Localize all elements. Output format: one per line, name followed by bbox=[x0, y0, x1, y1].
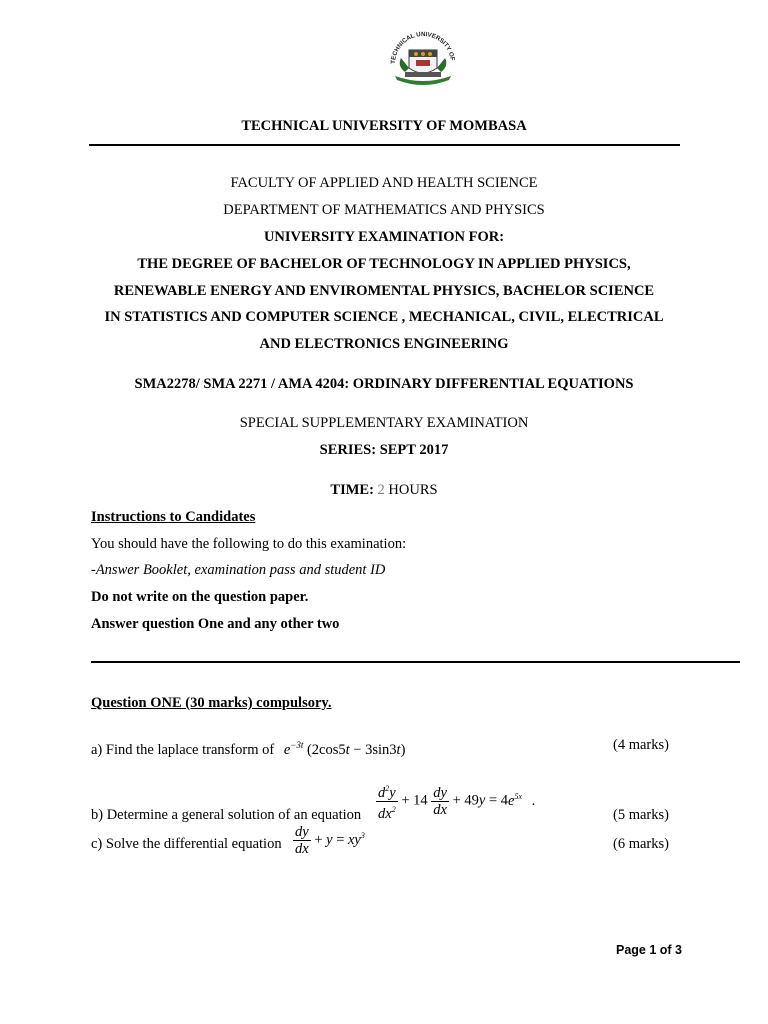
time-unit: HOURS bbox=[388, 482, 438, 498]
faculty-name: FACULTY OF APPLIED AND HEALTH SCIENCE bbox=[230, 175, 538, 191]
university-name: TECHNICAL UNIVERSITY OF MOMBASA bbox=[241, 118, 527, 134]
degree-line-2: RENEWABLE ENERGY AND ENVIROMENTAL PHYSICS, BACHELOR SCIENCE bbox=[113, 283, 655, 299]
exam-for: UNIVERSITY EXAMINATION FOR: bbox=[263, 229, 505, 245]
logo-crest-icon bbox=[383, 20, 463, 86]
exam-type: SPECIAL SUPPLEMENTARY EXAMINATION bbox=[239, 415, 529, 431]
time-label: TIME: bbox=[330, 482, 374, 498]
course-title: SMA2278/ SMA 2271 / AMA 4204: ORDINARY DIFFERENTIAL EQUATIONS bbox=[134, 376, 634, 392]
logo-arc-text: TECHNICAL UNIVERSITY OF bbox=[389, 30, 456, 65]
question-a-marks: (4 marks) bbox=[613, 737, 669, 753]
instructions-line-4: Answer question One and any other two bbox=[91, 616, 340, 632]
question-c-formula: $\frac{dy}{dx}$ + $y = xy^3$ bbox=[295, 824, 365, 857]
university-logo bbox=[383, 20, 463, 86]
question-a bbox=[91, 736, 405, 759]
department-name: DEPARTMENT OF MATHEMATICS AND PHYSICS bbox=[223, 202, 545, 218]
page-number: Page 1 of 3 bbox=[616, 943, 682, 957]
instructions-line-3: Do not write on the question paper. bbox=[91, 589, 309, 605]
degree-line-3: IN STATISTICS AND COMPUTER SCIENCE , MECHANICAL, CIVIL, ELECTRICAL bbox=[104, 309, 664, 325]
degree-line-4: AND ELECTRONICS ENGINEERING bbox=[259, 336, 509, 352]
question-b-formula: $\frac{d^2y}{dx^2}$ + 14 $\frac{dy}{dx}$ + $49y = 4e^{5x}$ . bbox=[376, 781, 535, 822]
degree-line-1: THE DEGREE OF BACHELOR OF TECHNOLOGY IN APPLIED PHYSICS, bbox=[137, 256, 631, 272]
question-c-marks: (6 marks) bbox=[613, 836, 669, 852]
exam-series: SERIES: SEPT 2017 bbox=[319, 442, 449, 458]
question-b-label: b) Determine a general solution of an equation bbox=[91, 807, 362, 823]
question-c-label: c) Solve the differential equation bbox=[91, 836, 282, 852]
question-b-marks: (5 marks) bbox=[613, 807, 669, 823]
question-a-formula: $e^{-3t}$ (2cos5t − 3sin3t) bbox=[283, 740, 406, 758]
time-value: 2 bbox=[377, 482, 385, 498]
question-a-label: a) Find the laplace transform of bbox=[91, 741, 275, 758]
instructions-heading: Instructions to Candidates bbox=[91, 509, 256, 525]
instructions-line-1: You should have the following to do this examination: bbox=[91, 536, 407, 552]
header-divider bbox=[89, 144, 680, 146]
instructions-line-2: -Answer Booklet, examination pass and student ID bbox=[91, 562, 386, 578]
question-one-heading: Question ONE (30 marks) compulsory. bbox=[91, 695, 332, 711]
section-divider bbox=[91, 661, 740, 663]
exam-time bbox=[0, 481, 768, 499]
